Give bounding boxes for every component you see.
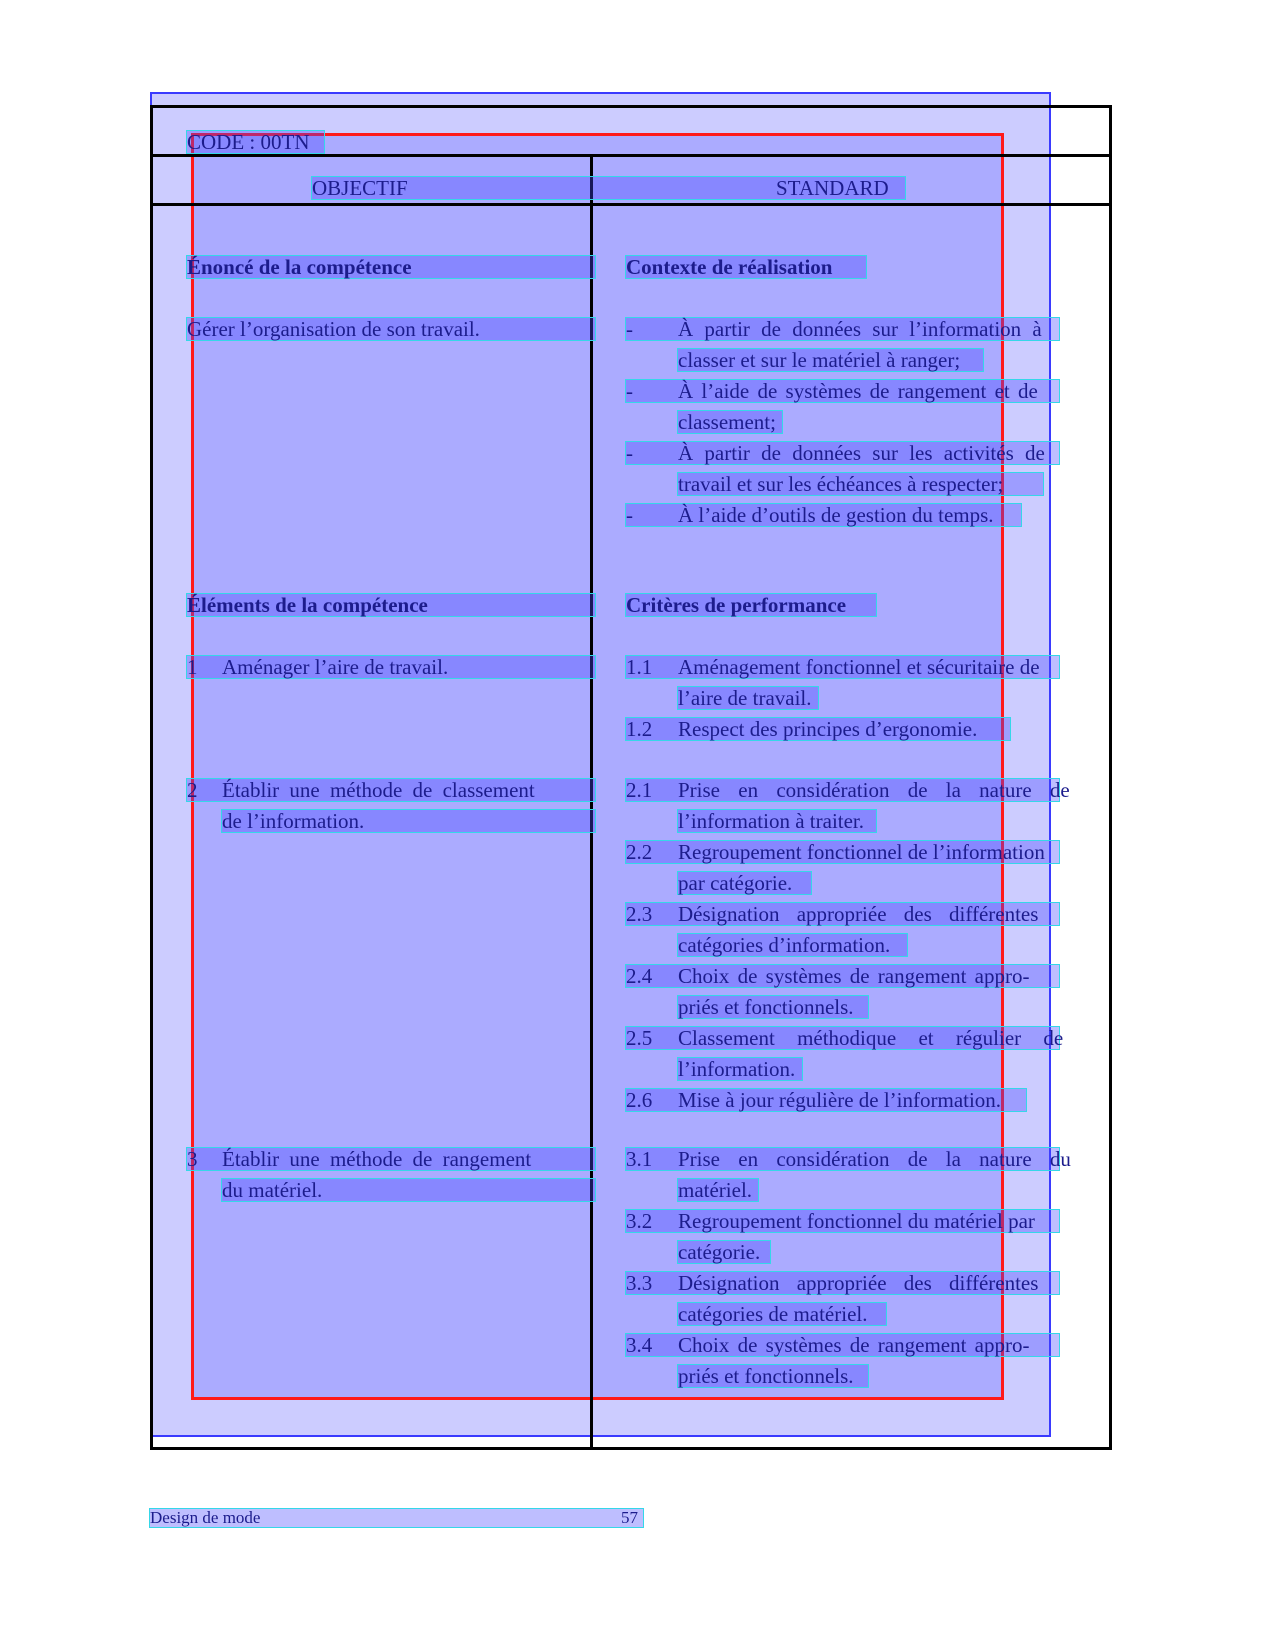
contexte-1-line-2: classer et sur le matériel à ranger;: [678, 348, 961, 372]
contexte-4-line-1: À l’aide d’outils de gestion du temps.: [678, 503, 994, 527]
contexte-3-bullet: -: [626, 441, 633, 465]
critere-3-3-line-1: Désignation appropriée des différentes: [678, 1271, 1039, 1295]
critere-2-5-line-1: Classement méthodique et régulier de: [678, 1026, 1064, 1050]
footer-title: Design de mode: [150, 1508, 261, 1527]
critere-2-6-line-1: Mise à jour régulière de l’information.: [678, 1088, 1002, 1112]
element-2-line-1: Établir une méthode de classement: [222, 778, 535, 802]
critere-1-2-line-1: Respect des principes d’ergonomie.: [678, 717, 978, 741]
critere-2-3-line-1: Désignation appropriée des différentes: [678, 902, 1039, 926]
contexte-2-line-1: À l’aide de systèmes de rangement et de: [678, 379, 1038, 403]
contexte-3-line-1: À partir de données sur les activités de: [678, 441, 1045, 465]
table-header-divider: [150, 154, 1112, 157]
critere-1-1-number: 1.1: [626, 655, 653, 679]
contexte-1-line-1: À partir de données sur l’information à: [678, 317, 1042, 341]
elements-title: Éléments de la compétence: [187, 593, 428, 617]
contexte-2-bullet: -: [626, 379, 633, 403]
element-1-line-1: Aménager l’aire de travail.: [222, 655, 449, 679]
critere-2-1-line-1: Prise en considération de la nature de: [678, 778, 1070, 802]
critere-2-4-line-2: priés et fonctionnels.: [678, 995, 854, 1019]
critere-2-2-line-1: Regroupement fonctionnel de l’information: [678, 840, 1045, 864]
contexte-1-bullet: -: [626, 317, 633, 341]
critere-2-1-number: 2.1: [626, 778, 653, 802]
critere-2-3-line-2: catégories d’information.: [678, 933, 891, 957]
critere-3-4-line-1: Choix de systèmes de rangement appro-: [678, 1333, 1030, 1357]
critere-1-1-line-1: Aménagement fonctionnel et sécuritaire de: [678, 655, 1040, 679]
critere-3-1-line-1: Prise en considération de la nature du: [678, 1147, 1071, 1171]
critere-3-3-line-2: catégories de matériel.: [678, 1302, 868, 1326]
table-columns-divider: [150, 203, 1112, 206]
critere-2-2-number: 2.2: [626, 840, 653, 864]
critere-2-4-line-1: Choix de systèmes de rangement appro-: [678, 964, 1030, 988]
critere-2-5-line-2: l’information.: [678, 1057, 796, 1081]
critere-3-3-number: 3.3: [626, 1271, 653, 1295]
table-center-divider: [590, 154, 593, 1450]
criteres-title: Critères de performance: [626, 593, 847, 617]
column-objectif: OBJECTIF: [312, 176, 408, 200]
contexte-4-bullet: -: [626, 503, 633, 527]
table-right-border: [1109, 105, 1112, 1450]
critere-2-2-line-2: par catégorie.: [678, 871, 793, 895]
element-3-line-1: Établir une méthode de rangement: [222, 1147, 532, 1171]
table-left-border: [150, 105, 153, 1450]
critere-3-1-line-2: matériel.: [678, 1178, 753, 1202]
code-label: CODE : 00TN: [187, 130, 310, 154]
table-bottom-border: [150, 1447, 1112, 1450]
critere-3-2-line-2: catégorie.: [678, 1240, 761, 1264]
critere-3-4-number: 3.4: [626, 1333, 653, 1357]
critere-2-3-number: 2.3: [626, 902, 653, 926]
critere-2-1-line-2: l’information à traiter.: [678, 809, 865, 833]
critere-2-5-number: 2.5: [626, 1026, 653, 1050]
critere-3-1-number: 3.1: [626, 1147, 653, 1171]
page-number: 57: [621, 1508, 638, 1527]
critere-3-4-line-2: priés et fonctionnels.: [678, 1364, 854, 1388]
contexte-3-line-2: travail et sur les échéances à respecter;: [678, 472, 1004, 496]
table-top-border: [150, 105, 1112, 108]
critere-1-1-line-2: l’aire de travail.: [678, 686, 812, 710]
critere-1-2-number: 1.2: [626, 717, 653, 741]
contexte-title: Contexte de réalisation: [626, 255, 833, 279]
element-2-number: 2: [187, 778, 198, 802]
enonce-title: Énoncé de la compétence: [187, 255, 412, 279]
element-1-number: 1: [187, 655, 198, 679]
critere-2-6-number: 2.6: [626, 1088, 653, 1112]
element-2-line-2: de l’information.: [222, 809, 365, 833]
critere-3-2-line-1: Regroupement fonctionnel du matériel par: [678, 1209, 1035, 1233]
enonce-text: Gérer l’organisation de son travail.: [187, 317, 480, 341]
element-3-line-2: du matériel.: [222, 1178, 323, 1202]
critere-2-4-number: 2.4: [626, 964, 653, 988]
critere-3-2-number: 3.2: [626, 1209, 653, 1233]
contexte-2-line-2: classement;: [678, 410, 776, 434]
element-3-number: 3: [187, 1147, 198, 1171]
column-standard: STANDARD: [776, 176, 889, 200]
